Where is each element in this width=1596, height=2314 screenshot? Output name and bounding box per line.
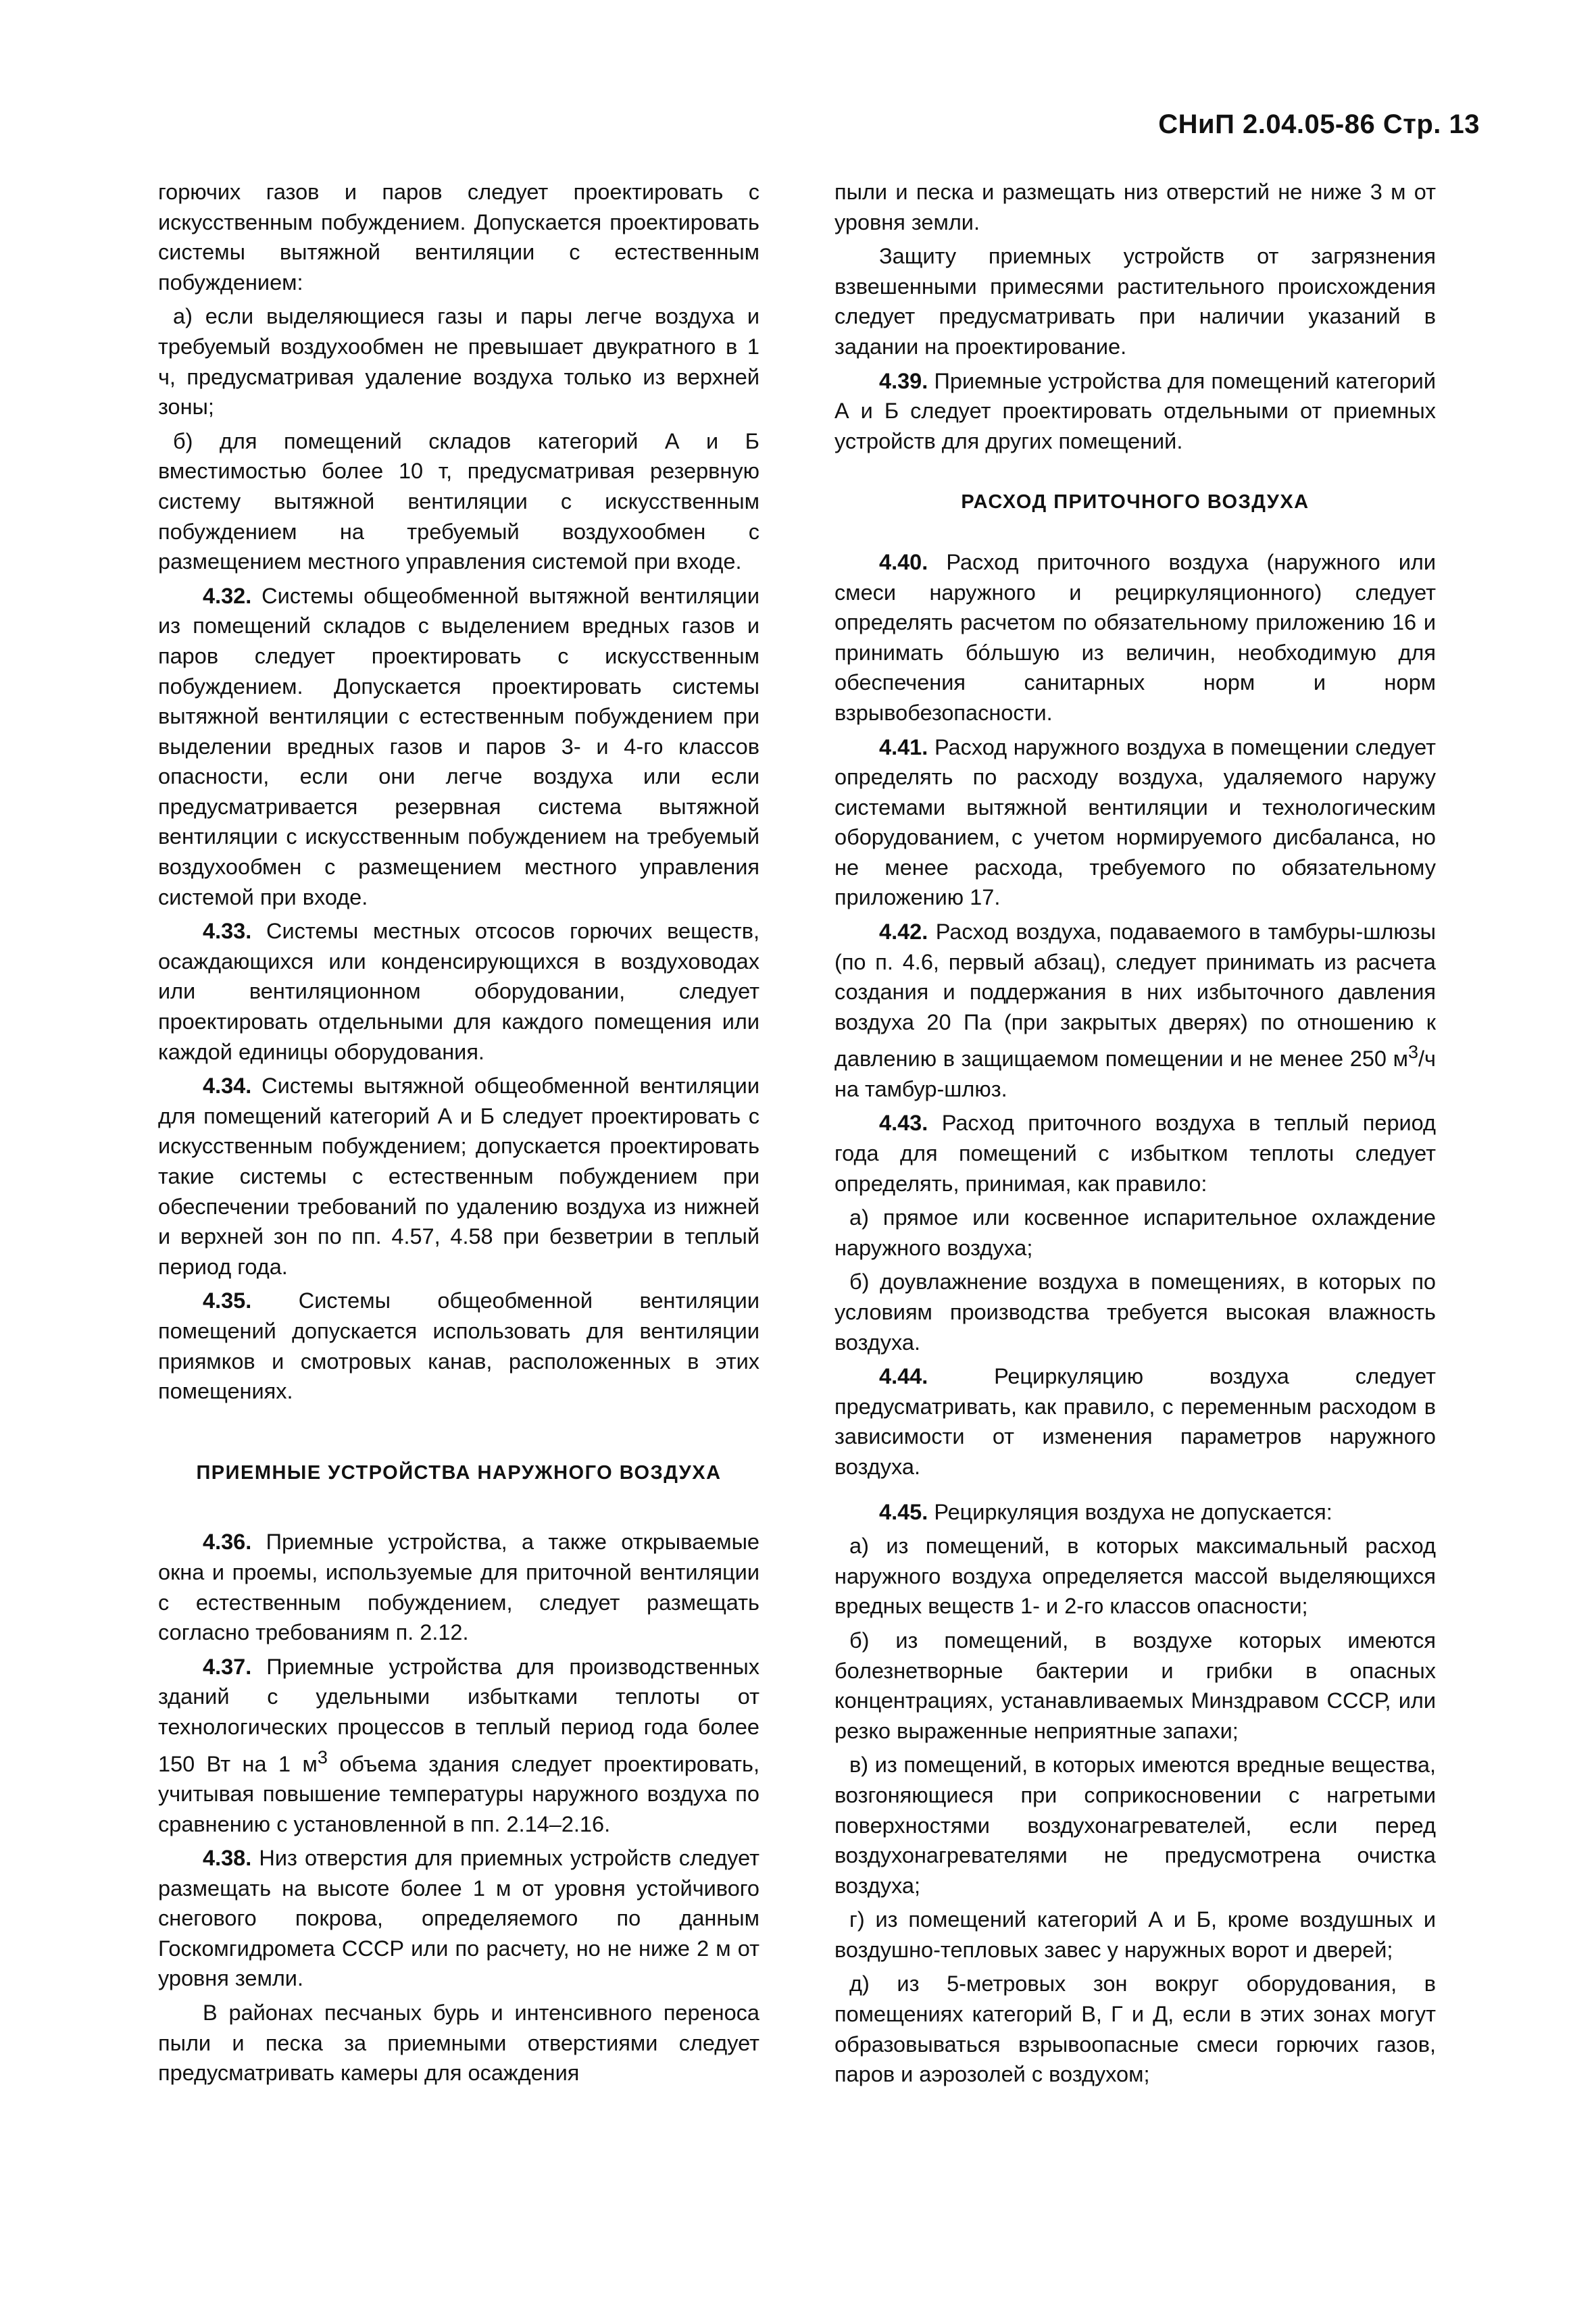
- clause-number: 4.40.: [879, 549, 928, 574]
- clause-4-34: [158, 1071, 759, 1282]
- clause-4-38: [158, 1843, 759, 1994]
- clause-4-33: [158, 916, 759, 1067]
- clause-text: Низ отверстия для приемных устройств следует размещать на высоте более 1 м от уровня устойчивого снегового покрова, определяемого по данным Госкомгидромета СССР или по расчету, но не ниже 2 м от уровня земли.: [158, 1846, 759, 1991]
- clause-text: Приемные устройства для производственных зданий с удельными избытками теплоты от технологических процессов в теплый период года более 150 Вт на 1 м: [158, 1654, 759, 1776]
- clause-4-45: [834, 1497, 1436, 1528]
- paragraph: В районах песчаных бурь и интенсивного переноса пыли и песка за приемными отверстиями следует предусматривать камеры для осаждения: [158, 2001, 759, 2086]
- list-item: б) для помещений складов категорий А и Б вместимостью более 10 т, предусматривая резервную систему вытяжной вентиляции с искусственным побуждением на требуемый воздухообмен с размещением местного управления системой при входе.: [158, 428, 759, 574]
- clause-4-44: [834, 1361, 1436, 1482]
- list-item: б) из помещений, в воздухе которых имеются болезнетворные бактерии и грибки в опасных концентрациях, устанавливаемых Минздравом СССР, или резко выраженные неприятные запахи;: [834, 1628, 1436, 1743]
- clause-text: объема здания следует проектировать, учитывая повышение температуры наружного воздуха по сравнению с установленной в пп. 2.14–2.16.: [158, 1751, 759, 1836]
- clause-number: 4.34.: [203, 1074, 252, 1099]
- paragraph: пыли и песка и размещать низ отверстий не ниже 3 м от уровня земли.: [834, 180, 1436, 234]
- clause-text: Системы местных отсосов горючих веществ, осаждающихся или конденсирующихся в воздуховодах или вентиляционном оборудовании, следует проектировать отдельными для каждого помещения или каждой единицы оборудования.: [158, 919, 759, 1064]
- clause-text: Системы вытяжной общеобменной вентиляции для помещений категорий А и Б следует проектировать с искусственным побуждением; допускается проектировать такие системы с естественным побуждением при обеспечении требований по удалению воздуха из нижней и верхней зон по пп. 4.57, 4.58 при безветрии в теплый период года.: [158, 1074, 759, 1279]
- clause-4-43: [834, 1108, 1436, 1199]
- clause-number: 4.32.: [203, 583, 252, 608]
- superscript: 3: [1407, 1041, 1419, 1063]
- clause-text: Расход наружного воздуха в помещении следует определять по расходу воздуха, удаляемого наружу системами вытяжной вентиляции и технологическим оборудованием, с учетом нормируемого дисбаланса, но не менее расхода, требуемого по обязательному приложению 17.: [834, 734, 1436, 910]
- left-column: [158, 177, 759, 2092]
- clause-text: Рециркуляцию воздуха следует предусматривать, как правило, с переменным расходом в зависимости от изменения параметров наружного воздуха.: [834, 1364, 1436, 1479]
- clause-text: Приемные устройства, а также открываемые окна и проемы, используемые для приточной вентиляции с естественным побуждением, следует размещать согласно требованиям п. 2.12.: [158, 1530, 759, 1645]
- clause-4-39: [834, 366, 1436, 457]
- clause-number: 4.39.: [879, 368, 928, 393]
- clause-text: Рециркуляция воздуха не допускается:: [928, 1499, 1332, 1524]
- list-item: в) из помещений, в которых имеются вредные вещества, возгоняющиеся при соприкосновении с нагретыми поверхностями воздухонагревателей, если перед воздухонагревателями не предусмотрена очистка воздуха;: [834, 1753, 1436, 1898]
- clause-number: 4.35.: [203, 1288, 252, 1313]
- clause-4-41: [834, 732, 1436, 913]
- list-item: д) из 5-метровых зон вокруг оборудования, в помещениях категорий В, Г и Д, если в этих зонах могут образовываться взрывоопасные смеси горючих газов, паров и аэрозолей с воздухом;: [834, 1971, 1436, 2087]
- clause-text: Расход воздуха, подаваемого в тамбуры-шлюзы (по п. 4.6, первый абзац), следует принимать из расчета создания и поддержания в них избыточного давления воздуха 20 Па (при закрытых дверях) по отношению к давлению в защищаемом помещении и не менее 250 м: [834, 920, 1436, 1072]
- section-heading: ПРИЕМНЫЕ УСТРОЙСТВА НАРУЖНОГО ВОЗДУХА: [196, 1461, 722, 1484]
- list-item: б) доувлажнение воздуха в помещениях, в которых по условиям производства требуется высокая влажность воздуха.: [834, 1269, 1436, 1355]
- clause-4-37: [158, 1652, 759, 1839]
- clause-number: 4.37.: [203, 1654, 252, 1679]
- clause-text: Расход приточного воздуха (наружного или смеси наружного и рециркуляционного) следует определять расчетом по обязательному приложению 16 и принимать бóльшую из величин, необходимую для обеспечения санитарных норм и норм взрывобезопасности.: [834, 549, 1436, 725]
- clause-number: 4.38.: [203, 1846, 252, 1871]
- clause-number: 4.36.: [203, 1530, 252, 1555]
- clause-text: Системы общеобменной вытяжной вентиляции из помещений складов с выделением вредных газов и паров следует проектировать с искусственным побуждением. Допускается проектировать системы вытяжной вентиляции с естественным побуждением при выделении вредных газов и паров 3- и 4-го классов опасности, если они легче воздуха или если предусматривается резервная система вытяжной вентиляции с искусственным побуждением на требуемый воздухообмен с размещением местного управления системой при входе.: [158, 583, 759, 909]
- paragraph: Защиту приемных устройств от загрязнения взвешенными примесями растительного происхождения следует предусматривать при наличии указаний в задании на проектирование.: [834, 244, 1436, 359]
- paragraph: горючих газов и паров следует проектировать с искусственным побуждением. Допускается проектировать системы вытяжной вентиляции с естественным побуждением:: [158, 180, 759, 295]
- clause-text: Системы общеобменной вентиляции помещений допускается использовать для вентиляции приямков и смотровых канав, расположенных в этих помещениях.: [158, 1288, 759, 1404]
- clause-number: 4.43.: [879, 1111, 928, 1136]
- clause-text: Расход приточного воздуха в теплый период года для помещений с избытком теплоты следует определять, принимая, как правило:: [834, 1111, 1436, 1196]
- clause-text: /ч на тамбур-шлюз.: [834, 1047, 1436, 1101]
- running-head: СНиП 2.04.05-86 Стр. 13: [1158, 109, 1480, 139]
- list-item: г) из помещений категорий А и Б, кроме воздушных и воздушно-тепловых завес у наружных ворот и дверей;: [834, 1907, 1436, 1962]
- clause-number: 4.44.: [879, 1364, 928, 1389]
- right-column: [834, 177, 1436, 2094]
- clause-number: 4.33.: [203, 919, 252, 944]
- clause-4-40: [834, 547, 1436, 728]
- list-item: а) прямое или косвенное испарительное охлаждение наружного воздуха;: [834, 1205, 1436, 1260]
- clause-number: 4.45.: [879, 1499, 928, 1524]
- list-item: а) из помещений, в которых максимальный расход наружного воздуха определяется массой выделяющихся вредных веществ 1- и 2-го классов опасности;: [834, 1534, 1436, 1619]
- clause-number: 4.42.: [879, 920, 928, 945]
- list-item: а) если выделяющиеся газы и пары легче воздуха и требуемый воздухообмен не превышает двукратного в 1 ч, предусматривая удаление воздуха только из верхней зоны;: [158, 304, 759, 420]
- clause-number: 4.41.: [879, 734, 928, 759]
- clause-4-36: [158, 1527, 759, 1647]
- superscript: 3: [317, 1746, 328, 1767]
- clause-text: Приемные устройства для помещений категорий А и Б следует проектировать отдельными от приемных устройств для других помещений.: [834, 368, 1436, 453]
- section-heading: РАСХОД ПРИТОЧНОГО ВОЗДУХА: [961, 491, 1310, 513]
- clause-4-42: [834, 917, 1436, 1104]
- clause-4-32: [158, 581, 759, 913]
- clause-4-35: [158, 1286, 759, 1406]
